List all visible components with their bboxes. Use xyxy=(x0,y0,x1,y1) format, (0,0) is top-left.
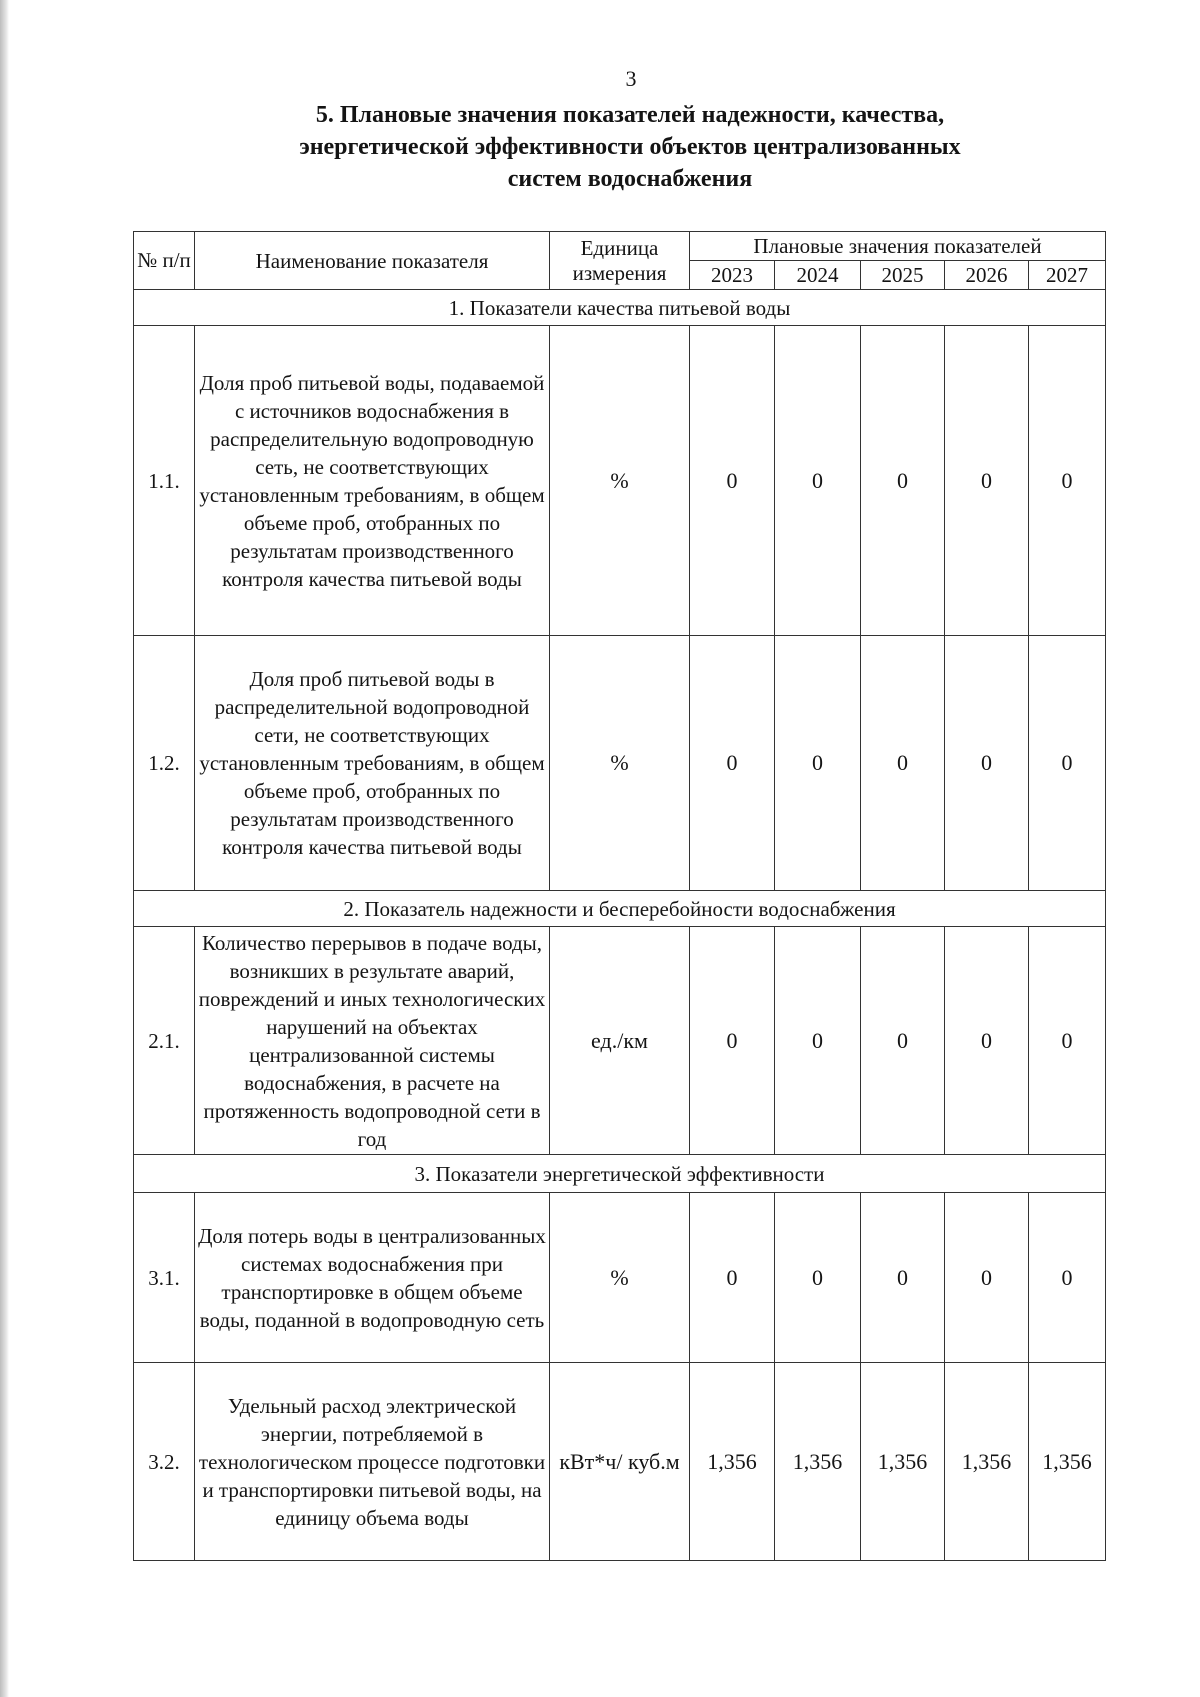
row-value: 0 xyxy=(775,326,861,636)
scan-left-edge xyxy=(0,0,9,1697)
row-value: 0 xyxy=(945,1193,1029,1363)
row-unit: кВт*ч/ куб.м xyxy=(550,1363,690,1561)
row-indicator-name: Доля проб питьевой воды в распределительной водопроводной сети, не соответствующих установленным требованиям, в общем объеме проб, отобранных по результатам производственного контроля качества питьевой воды xyxy=(195,636,550,891)
title-line: систем водоснабжения xyxy=(507,166,753,192)
row-value: 1,356 xyxy=(1029,1363,1106,1561)
row-indicator-name: Удельный расход электрической энергии, потребляемой в технологическом процессе подготовки и транспортировки питьевой воды, на единицу объема воды xyxy=(195,1363,550,1561)
row-num: 1.2. xyxy=(134,636,195,891)
row-indicator-name: Доля потерь воды в централизованных системах водоснабжения при транспортировке в общем объеме воды, поданной в водопроводную сеть xyxy=(195,1193,550,1363)
row-value: 0 xyxy=(690,1193,775,1363)
row-value: 0 xyxy=(775,636,861,891)
row-value: 0 xyxy=(690,636,775,891)
row-value: 0 xyxy=(945,927,1029,1155)
header-name: Наименование показателя xyxy=(195,232,550,290)
row-value: 1,356 xyxy=(861,1363,945,1561)
row-unit: % xyxy=(550,326,690,636)
row-value: 0 xyxy=(861,326,945,636)
row-indicator-name: Доля проб питьевой воды, подаваемой с источников водоснабжения в распределительную водопроводную сеть, не соответствующих установленным требованиям, в общем объеме проб, отобранных по результатам производственного контроля качества питьевой воды xyxy=(195,326,550,636)
row-value: 0 xyxy=(775,1193,861,1363)
row-value: 0 xyxy=(1029,636,1106,891)
header-unit: Единица измерения xyxy=(550,232,690,290)
row-value: 0 xyxy=(1029,1193,1106,1363)
document-title xyxy=(130,99,1130,195)
title-line: 5. Плановые значения показателей надежности, качества, xyxy=(315,102,945,128)
row-unit: % xyxy=(550,636,690,891)
header-year: 2026 xyxy=(945,261,1029,290)
indicators-table xyxy=(133,231,1106,1561)
section-title: 3. Показатели энергетической эффективности xyxy=(134,1155,1106,1193)
table-row xyxy=(134,1363,1106,1561)
row-value: 1,356 xyxy=(690,1363,775,1561)
row-value: 0 xyxy=(861,636,945,891)
row-unit: ед./км xyxy=(550,927,690,1155)
row-indicator-name: Количество перерывов в подаче воды, возникших в результате аварий, повреждений и иных технологических нарушений на объектах централизованной системы водоснабжения, в расчете на протяженность водопроводной сети в год xyxy=(195,927,550,1155)
row-value: 0 xyxy=(861,927,945,1155)
row-value: 0 xyxy=(1029,927,1106,1155)
header-num: № п/п xyxy=(134,232,195,290)
table-row xyxy=(134,1193,1106,1363)
row-value: 0 xyxy=(945,326,1029,636)
table-row xyxy=(134,326,1106,636)
header-year: 2023 xyxy=(690,261,775,290)
row-num: 1.1. xyxy=(134,326,195,636)
row-num: 3.1. xyxy=(134,1193,195,1363)
row-value: 0 xyxy=(690,326,775,636)
section-title: 2. Показатель надежности и бесперебойности водоснабжения xyxy=(134,891,1106,927)
page-number: 3 xyxy=(625,66,637,91)
header-year: 2027 xyxy=(1029,261,1106,290)
header-year: 2025 xyxy=(861,261,945,290)
header-planned-values: Плановые значения показателей xyxy=(690,232,1106,261)
row-unit: % xyxy=(550,1193,690,1363)
row-num: 3.2. xyxy=(134,1363,195,1561)
row-num: 2.1. xyxy=(134,927,195,1155)
title-line: энергетической эффективности объектов централизованных xyxy=(299,134,961,160)
section-title: 1. Показатели качества питьевой воды xyxy=(134,290,1106,326)
table-row xyxy=(134,927,1106,1155)
row-value: 0 xyxy=(1029,326,1106,636)
row-value: 1,356 xyxy=(775,1363,861,1561)
row-value: 0 xyxy=(690,927,775,1155)
row-value: 0 xyxy=(775,927,861,1155)
table-row xyxy=(134,636,1106,891)
row-value: 1,356 xyxy=(945,1363,1029,1561)
header-year: 2024 xyxy=(775,261,861,290)
row-value: 0 xyxy=(945,636,1029,891)
row-value: 0 xyxy=(861,1193,945,1363)
